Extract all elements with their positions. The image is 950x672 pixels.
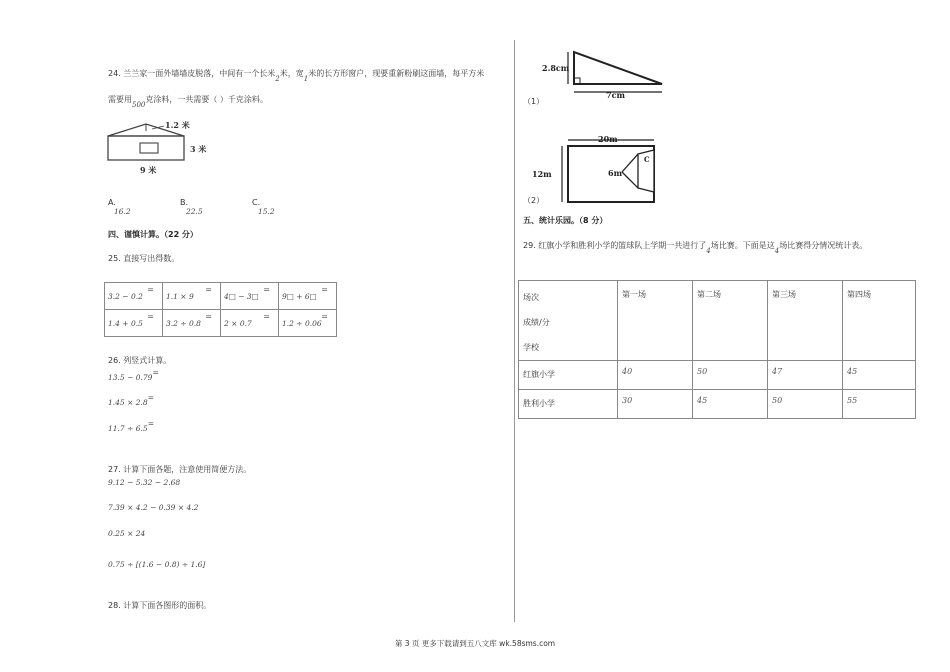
inner-height-label: 6m xyxy=(608,168,623,178)
q25-title: 25. 直接写出得数。 xyxy=(108,254,180,263)
calc-expr: 9□ + 6□ xyxy=(282,291,317,301)
school-name: 红旗小学 xyxy=(519,361,618,390)
calc-expr: 4□ − 3□ xyxy=(224,291,259,301)
calc-expr: 3.2 ÷ 0.8 xyxy=(166,318,201,328)
q27-title: 27. 计算下面各题，注意使用简便方法。 xyxy=(108,465,252,474)
calc-cell[interactable] xyxy=(221,283,279,310)
q24-frac-grams: 500 xyxy=(132,101,146,109)
header-score: 成绩/分 xyxy=(523,318,550,327)
equals-sign: = xyxy=(263,285,270,294)
column-header: 第四场 xyxy=(843,281,916,361)
calc-expr: 2 × 0.7 xyxy=(224,318,252,328)
calc-cell[interactable] xyxy=(279,310,337,337)
q26-title: 26. 列竖式计算。 xyxy=(108,356,172,365)
section-5-heading: 五、统计乐园。（8 分） xyxy=(523,216,608,225)
score-cell: 30 xyxy=(618,390,693,419)
rect-left-label: 12m xyxy=(532,169,552,179)
figure-1-triangle xyxy=(540,46,670,100)
header-corner-cell xyxy=(519,281,618,361)
q26-item xyxy=(108,419,154,433)
column-header: 第一场 xyxy=(618,281,693,361)
score-cell: 45 xyxy=(693,390,768,419)
calc-expr: 3.2 − 0.2 xyxy=(108,291,143,301)
option-c-label: C. xyxy=(252,198,261,207)
q24-frac-width: 1 xyxy=(303,75,309,83)
q27-item: 0.75 ÷ [(1.6 − 0.8) ÷ 1.6] xyxy=(108,560,206,569)
school-name: 胜利小学 xyxy=(519,390,618,419)
q24-frac-length: 2 xyxy=(275,75,280,83)
calc-cell[interactable] xyxy=(279,283,337,310)
q28-title: 28. 计算下面各图形的面积。 xyxy=(108,601,212,610)
calc-cell[interactable] xyxy=(221,310,279,337)
calc-row xyxy=(105,283,337,310)
wall-right-label: 3 米 xyxy=(190,144,207,154)
equals-sign: = xyxy=(147,312,154,321)
q26-expr: 11.7 ÷ 6.5 xyxy=(108,424,148,433)
score-cell: 50 xyxy=(768,390,843,419)
score-cell: 50 xyxy=(693,361,768,390)
page-footer: 第 3 页 更多下载请到五八文库 wk.58sms.com xyxy=(394,639,556,648)
wall-outline xyxy=(108,136,184,160)
score-header-row xyxy=(519,281,916,361)
calc-cell[interactable] xyxy=(105,310,163,337)
equals-sign: = xyxy=(321,285,328,294)
score-cell: 55 xyxy=(843,390,916,419)
option-b-value: 22.5 xyxy=(186,207,203,216)
equals-sign: = xyxy=(147,285,154,294)
q24-text-a: 24. 兰兰家一面外墙墙皮脱落，中间有一个长米 xyxy=(108,69,276,78)
column-header: 第三场 xyxy=(768,281,843,361)
score-cell: 40 xyxy=(618,361,693,390)
q26-expr: 13.5 − 0.79 xyxy=(108,373,153,382)
calc-cell[interactable] xyxy=(163,310,221,337)
column-divider xyxy=(514,40,515,622)
triangle-shape xyxy=(574,52,662,84)
header-session: 场次 xyxy=(523,293,539,302)
q24-option-c[interactable] xyxy=(252,198,275,216)
calc-expr: 1.4 + 0.5 xyxy=(108,318,143,328)
trapezoid-edge-top xyxy=(622,154,638,172)
option-b-label: B. xyxy=(180,198,189,207)
q29-frac-a: 4 xyxy=(706,247,711,255)
q24-option-b[interactable] xyxy=(180,198,203,216)
q27-item: 9.12 − 5.32 − 2.68 xyxy=(108,478,181,487)
column-header: 第二场 xyxy=(693,281,768,361)
equals-sign: = xyxy=(205,285,212,294)
option-a-label: A. xyxy=(108,198,116,207)
table-row xyxy=(519,390,916,419)
window-rect xyxy=(140,143,158,153)
equals-sign: = xyxy=(263,312,270,321)
q26-item xyxy=(108,393,154,407)
q29-text-a: 29. 红旗小学和胜利小学的篮球队上学期一共进行了 xyxy=(523,241,707,250)
q26-expr: 1.45 × 2.8 xyxy=(108,398,148,407)
figure-2-label: （2） xyxy=(523,196,545,205)
figure-1-label: （1） xyxy=(523,97,545,106)
corner-label: C xyxy=(644,155,650,164)
q29-text-c: 场比赛得分情况统计表。 xyxy=(779,241,868,250)
calc-row xyxy=(105,310,337,337)
wall-top-label: 1.2 米 xyxy=(165,120,190,130)
q24-option-a[interactable] xyxy=(108,198,131,216)
q24-wall-figure xyxy=(104,116,216,178)
triangle-height-label: 2.8cm xyxy=(542,63,570,73)
option-c-value: 15.2 xyxy=(258,207,275,216)
header-school: 学校 xyxy=(523,343,539,352)
q24-text-d: 需要用 xyxy=(108,95,132,104)
rect-top-label: 20m xyxy=(598,134,618,144)
calc-expr: 1.1 × 9 xyxy=(166,291,194,301)
triangle-base-label: 7cm xyxy=(606,90,625,100)
q27-item: 0.25 × 24 xyxy=(108,529,146,538)
q26-item xyxy=(108,368,159,382)
calc-expr: 1.2 ÷ 0.06 xyxy=(282,318,322,328)
equals-sign: = xyxy=(147,419,154,428)
figure-2-composite xyxy=(526,134,666,206)
trapezoid-edge-bottom xyxy=(622,172,638,188)
equals-sign: = xyxy=(152,368,159,377)
equals-sign: = xyxy=(147,393,154,402)
equals-sign: = xyxy=(321,312,328,321)
q24-line2 xyxy=(108,94,268,109)
option-a-value: 16.2 xyxy=(114,207,131,216)
wall-bottom-label: 9 米 xyxy=(140,165,157,175)
score-table xyxy=(518,280,916,419)
calc-cell[interactable] xyxy=(163,283,221,310)
q29-text-b: 场比赛。下面是这 xyxy=(710,241,775,250)
q24-text-e: 克涂料，一共需要（ ）千克涂料。 xyxy=(145,95,268,104)
table-row xyxy=(519,361,916,390)
q29-text xyxy=(523,240,868,255)
section-4-heading: 四、谨慎计算。（22 分） xyxy=(108,230,198,239)
calc-cell[interactable] xyxy=(105,283,163,310)
q25-calc-table xyxy=(104,282,337,337)
q29-frac-b: 4 xyxy=(774,247,780,255)
q24-line1 xyxy=(108,68,485,83)
q27-item: 7.39 × 4.2 − 0.39 × 4.2 xyxy=(108,503,199,512)
equals-sign: = xyxy=(205,312,212,321)
q24-text-b: 米，宽 xyxy=(279,69,304,78)
score-cell: 47 xyxy=(768,361,843,390)
q24-text-c: 米的长方形窗户，现要重新粉刷这面墙，每平方米 xyxy=(308,69,485,78)
score-cell: 45 xyxy=(843,361,916,390)
